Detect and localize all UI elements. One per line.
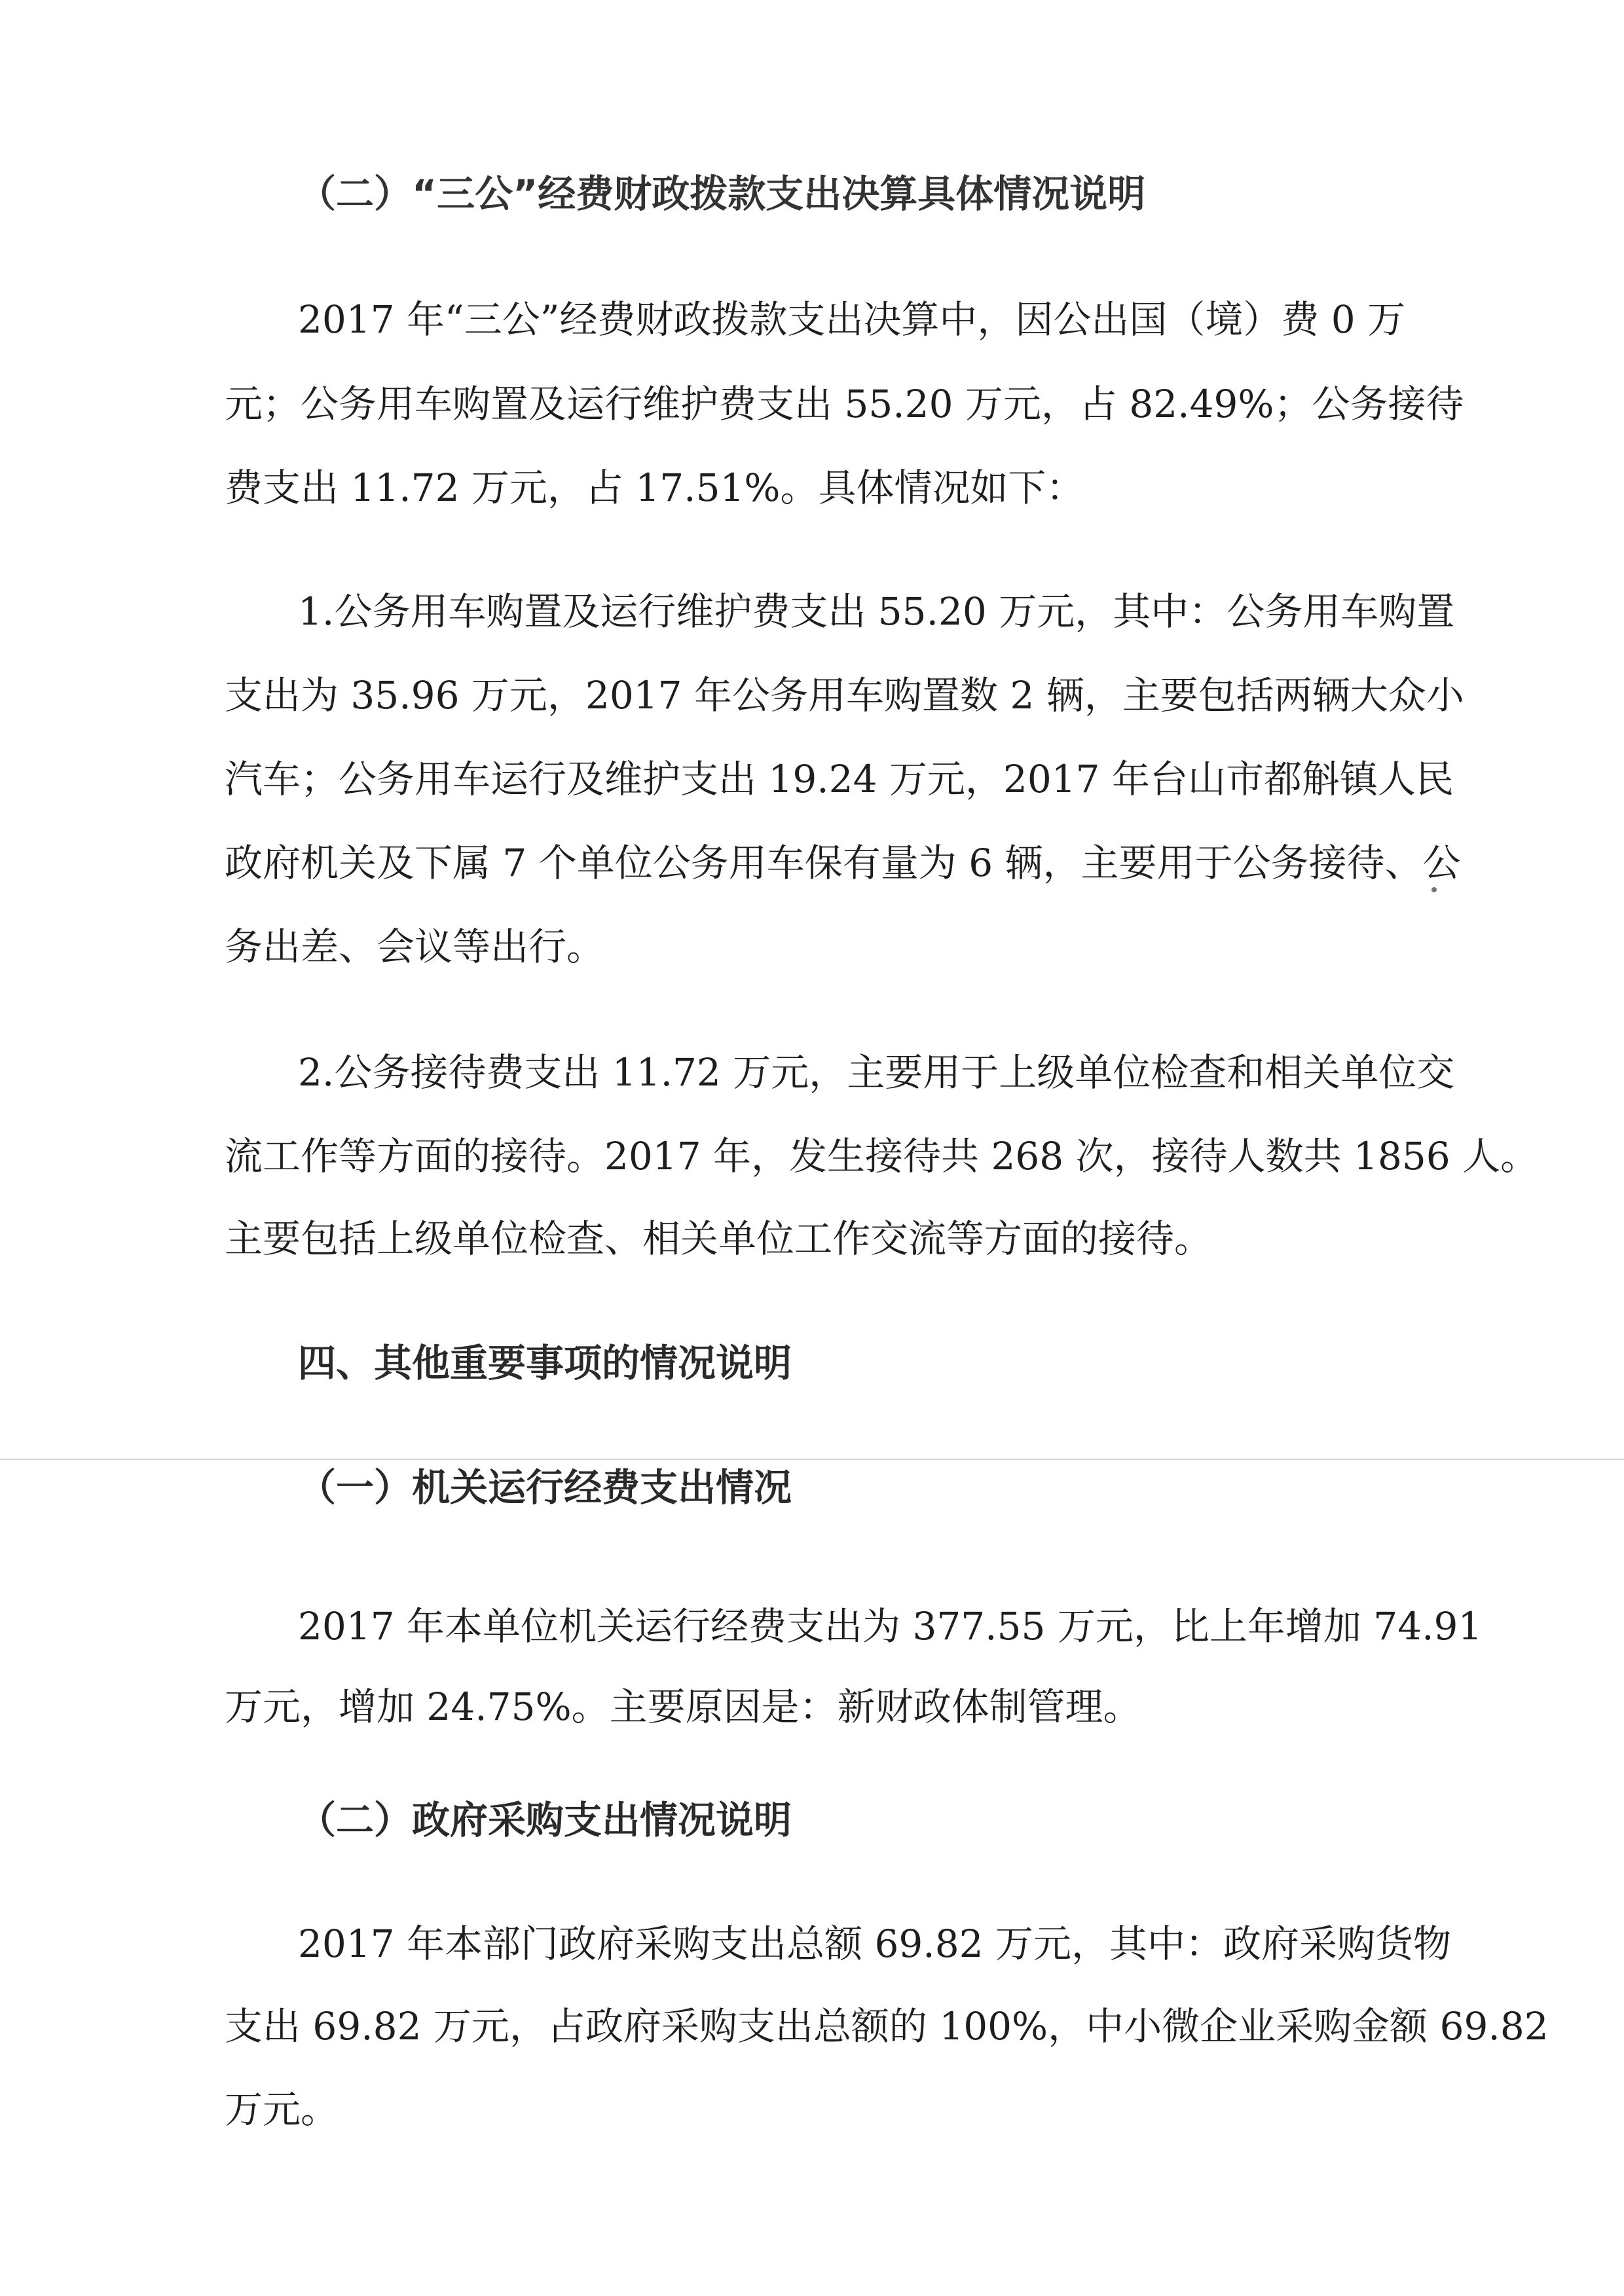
procurement-line-2: 支出 69.82 万元，占政府采购支出总额的 100%，中小微企业采购金额 69.82 bbox=[225, 2004, 1549, 2049]
san-gong-heading: （二）“三公”经费财政拨款支出决算具体情况说明 bbox=[298, 172, 1146, 216]
procurement-line-1: 2017 年本部门政府采购支出总额 69.82 万元，其中：政府采购货物 bbox=[298, 1922, 1451, 1966]
reception-item-line-2: 流工作等方面的接待。2017 年，发生接待共 268 次，接待人数共 1856 人。 bbox=[225, 1134, 1539, 1178]
scan-fold-line bbox=[0, 1459, 1624, 1460]
san-gong-summary-line-2: 元；公务用车购置及运行维护费支出 55.20 万元，占 82.49%；公务接待 bbox=[225, 382, 1464, 426]
operating-expense-line-1: 2017 年本单位机关运行经费支出为 377.55 万元，比上年增加 74.91 bbox=[298, 1604, 1483, 1649]
san-gong-summary-line-3: 费支出 11.72 万元，占 17.51%。具体情况如下： bbox=[225, 465, 1084, 510]
vehicle-item-line-2: 支出为 35.96 万元，2017 年公务用车购置数 2 辆，主要包括两辆大众小 bbox=[225, 673, 1464, 718]
procurement-line-3: 万元。 bbox=[225, 2087, 339, 2132]
vehicle-item-line-5: 务出差、会议等出行。 bbox=[225, 924, 605, 969]
vehicle-item-line-1: 1.公务用车购置及运行维护费支出 55.20 万元，其中：公务用车购置 bbox=[298, 589, 1455, 634]
procurement-heading: （二）政府采购支出情况说明 bbox=[298, 1798, 792, 1842]
other-matters-heading: 四、其他重要事项的情况说明 bbox=[298, 1341, 792, 1385]
vehicle-item-line-4: 政府机关及下属 7 个单位公务用车保有量为 6 辆，主要用于公务接待、公 bbox=[225, 841, 1461, 885]
vehicle-item-line-3: 汽车；公务用车运行及维护支出 19.24 万元，2017 年台山市都斛镇人民 bbox=[225, 757, 1454, 801]
reception-item-line-3: 主要包括上级单位检查、相关单位工作交流等方面的接待。 bbox=[225, 1216, 1213, 1261]
operating-expense-heading: （一）机关运行经费支出情况 bbox=[298, 1465, 792, 1510]
operating-expense-line-2: 万元，增加 24.75%。主要原因是：新财政体制管理。 bbox=[225, 1685, 1141, 1729]
san-gong-summary-line-1: 2017 年“三公”经费财政拨款支出决算中，因公出国（境）费 0 万 bbox=[298, 297, 1406, 342]
reception-item-line-1: 2.公务接待费支出 11.72 万元，主要用于上级单位检查和相关单位交 bbox=[298, 1050, 1455, 1095]
